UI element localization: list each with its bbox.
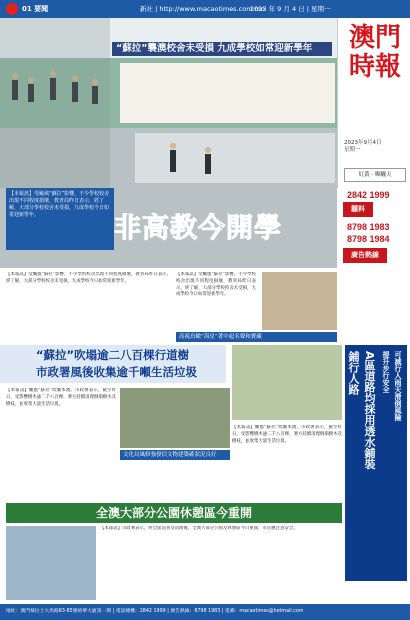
typhoon-body-column: [6, 388, 116, 498]
cleanup-photo: [232, 345, 342, 420]
lead-body-text-1: 【本報訊】受颱風“蘇拉”影響，不少學校校舍出現不同程度損壞，教青局昨日表示，經了解，大部分學校校舍未受損，九成學校今日如常迎新學年。: [6, 272, 171, 284]
side-title-line-4: 鋪行人路: [347, 351, 360, 395]
side-title-line-2: 提升步行安全: [382, 351, 390, 393]
school-photo: [262, 272, 337, 330]
typhoon-title-line-1: “蘇拉”吹塌逾二八百棵行道樹: [36, 348, 190, 362]
lead-headline: “蘇拉”襲澳校舍未受損 九成學校如常迎新學年: [112, 42, 332, 56]
lead-intro-box: 【本報訊】受颱風“蘇拉”影響，不少學校校舍出現不同程度損壞，教青局昨日表示，經了解，大部分學校校舍未受損，九成學校今日如常迎新學年。: [6, 188, 114, 250]
parks-story-banner: 全澳大部分公園休憩區今重開: [6, 503, 342, 523]
ad-tag-2: 廣告熱線: [343, 248, 387, 263]
weather-box: 紅黃 · 曝曬天: [344, 168, 406, 182]
lead-story-photo: [0, 18, 337, 268]
parks-body-column: [100, 526, 342, 600]
side-vertical-story: [345, 345, 407, 581]
side-title-line-3: A區道路均採用透水鋪裝: [363, 351, 376, 470]
page-footer: 地址：澳門慕拉士大馬路83-85號裕華大廈第一期 | 電話總機：2842 1999 | 廣告熱線：8798 1983 | 電郵：macaotimes@hotmail.com: [0, 604, 410, 620]
page-section-label: 01 要聞: [22, 5, 49, 13]
typhoon-body-text-2: 【本報訊】颱風“蘇拉”吹襲本澳，市政署表示，截至昨日，受影響樹木逾二千八百棵，署方持續清理倒塌樹木及樹枝，並收集大量生活垃圾。: [232, 425, 342, 444]
ad-phone-3: 8798 1984: [347, 234, 390, 244]
issue-date: 2023 年 9 月 4 日 | 星期一: [250, 5, 331, 13]
ad-phone-1: 2842 1999: [347, 190, 390, 200]
typhoon-story-header: [0, 345, 226, 383]
lead-body-text-2: 【本報訊】受颱風“蘇拉”影響，不少學校校舍出現不同程度損壞，教青局昨日表示，經了解，大部分學校校舍未受損，九成學校今日如常迎新學年。: [176, 272, 256, 298]
masthead-date-line: 2023年9月4日: [344, 140, 382, 146]
page-header: [0, 0, 410, 18]
parks-body-text: 【本報訊】市政署表示，經全面巡查及清理後，全澳大部分公園及休憩區今日重開，市民應注意安全。: [100, 526, 298, 531]
masthead-date: [344, 140, 406, 154]
lead-big-title: 非高教今開學: [114, 213, 282, 244]
page-number-badge: [6, 3, 18, 15]
masthead-weekday: 星期一: [344, 147, 361, 153]
typhoon-body-column-2: [232, 425, 342, 498]
newspaper-title: 澳門時報: [348, 23, 401, 82]
side-title-line-1: 可減行人雨天滑倒風險: [394, 351, 402, 421]
advert-hotline-block: [337, 188, 410, 268]
fallen-tree-photo: [120, 388, 230, 448]
fallen-tree-caption: 文化局風修強發信文物建築確狀況良好: [120, 450, 230, 460]
typhoon-body-text: 【本報訊】颱風“蘇拉”吹襲本澳，市政署表示，截至昨日，受影響樹木逾二千八百棵，署方持續清理倒塌樹木及樹枝，並收集大量生活垃圾。: [6, 388, 116, 407]
ad-phone-2: 8798 1983: [347, 222, 390, 232]
ad-tag-1: 囍料: [343, 202, 373, 217]
school-photo-caption: 高視鳥瞰“海星”著中起名聲和寶藏: [176, 332, 337, 342]
lead-body-column-1: [6, 272, 171, 342]
park-photo: [6, 526, 96, 600]
typhoon-title-line-2: 市政署風後收集逾千噸生活垃圾: [36, 365, 197, 379]
newspaper-masthead: [337, 18, 410, 188]
site-url[interactable]: 新社 | http://www.macaotimes.com.mo: [140, 5, 265, 13]
